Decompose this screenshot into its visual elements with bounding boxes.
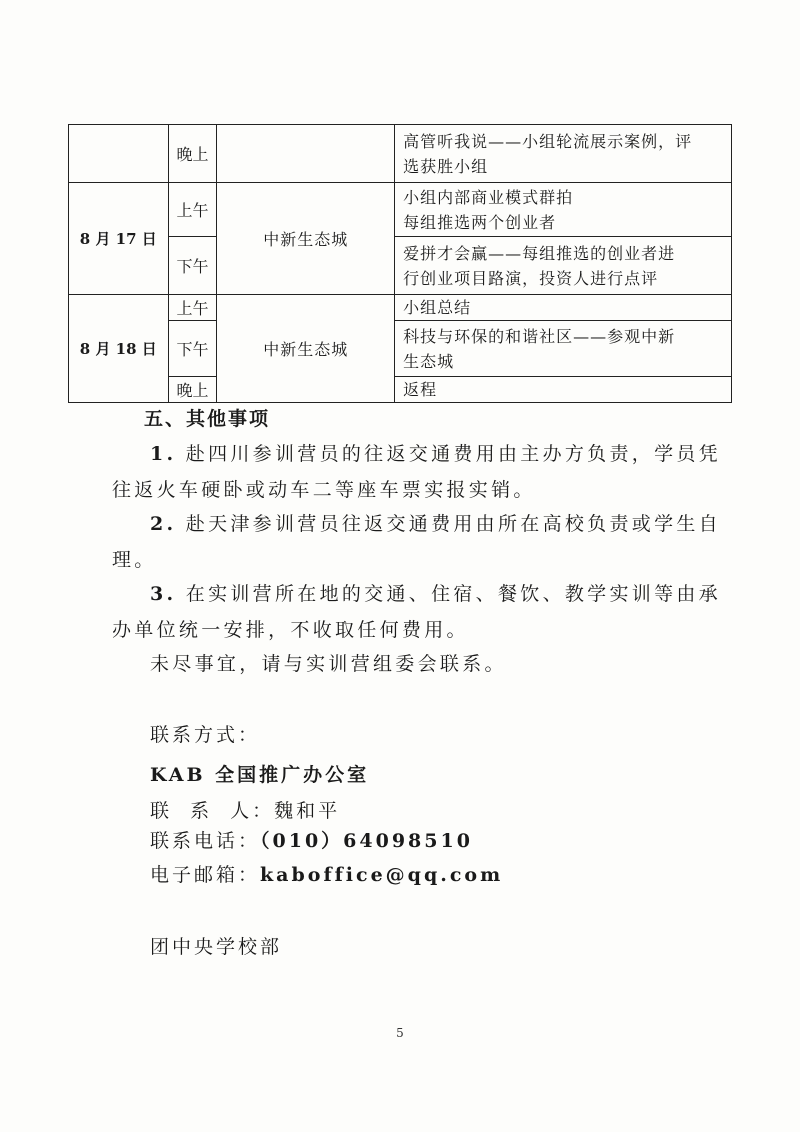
table-row [69, 321, 732, 377]
place-cell-empty [217, 125, 395, 183]
contact-phone-row: 联系电话：（010）64098510 [150, 830, 473, 852]
schedule-table [68, 124, 732, 403]
time-cell: 下午 [168, 237, 217, 295]
time-cell: 上午 [168, 295, 217, 321]
page-number: 5 [396, 1026, 404, 1040]
table-row [69, 183, 732, 237]
place-cell: 中新生态城 [217, 183, 395, 295]
date-cell: 8 月 17 日 [69, 183, 169, 295]
date-cell-empty [69, 125, 169, 183]
place-cell: 中新生态城 [217, 295, 395, 403]
time-cell: 上午 [168, 183, 217, 237]
time-cell: 下午 [168, 321, 217, 377]
section-title: 五、其他事项 [144, 408, 271, 430]
table-row [69, 377, 732, 403]
contact-heading: 联系方式： [150, 724, 261, 746]
contact-office: KAB 全国推广办公室 [150, 764, 370, 786]
paragraph-item-1: 1. 赴四川参训营员的往返交通费用由主办方负责，学员凭 往返火车硬卧或动车二等座车票实报实销。 [112, 443, 721, 501]
contact-email-row: 电子邮箱：kaboffice@qq.com [150, 864, 504, 886]
time-cell: 晚上 [168, 125, 217, 183]
paragraph-item-2: 2. 赴天津参训营员往返交通费用由所在高校负责或学生自 理。 [112, 513, 721, 571]
table-row [69, 237, 732, 295]
contact-person-row: 联 系 人：魏和平 [150, 800, 341, 822]
signature: 团中央学校部 [150, 936, 283, 958]
content-cell: 高管听我说——小组轮流展示案例，评 选获胜小组 [395, 125, 732, 183]
table-row [69, 125, 732, 183]
content-cell: 返程 [395, 377, 732, 403]
time-cell: 晚上 [168, 377, 217, 403]
paragraph-item-3: 3. 在实训营所在地的交通、住宿、餐饮、教学实训等由承 办单位统一安排，不收取任何费用。 [112, 583, 721, 641]
content-cell: 小组内部商业模式群拍 每组推选两个创业者 [395, 183, 732, 237]
content-cell: 科技与环保的和谐社区——参观中新 生态城 [395, 321, 732, 377]
closing-paragraph: 未尽事宜，请与实训营组委会联系。 [150, 653, 507, 675]
table-row [69, 295, 732, 321]
content-cell: 小组总结 [395, 295, 732, 321]
date-cell: 8 月 18 日 [69, 295, 169, 403]
content-cell: 爱拼才会赢——每组推选的创业者进 行创业项目路演，投资人进行点评 [395, 237, 732, 295]
